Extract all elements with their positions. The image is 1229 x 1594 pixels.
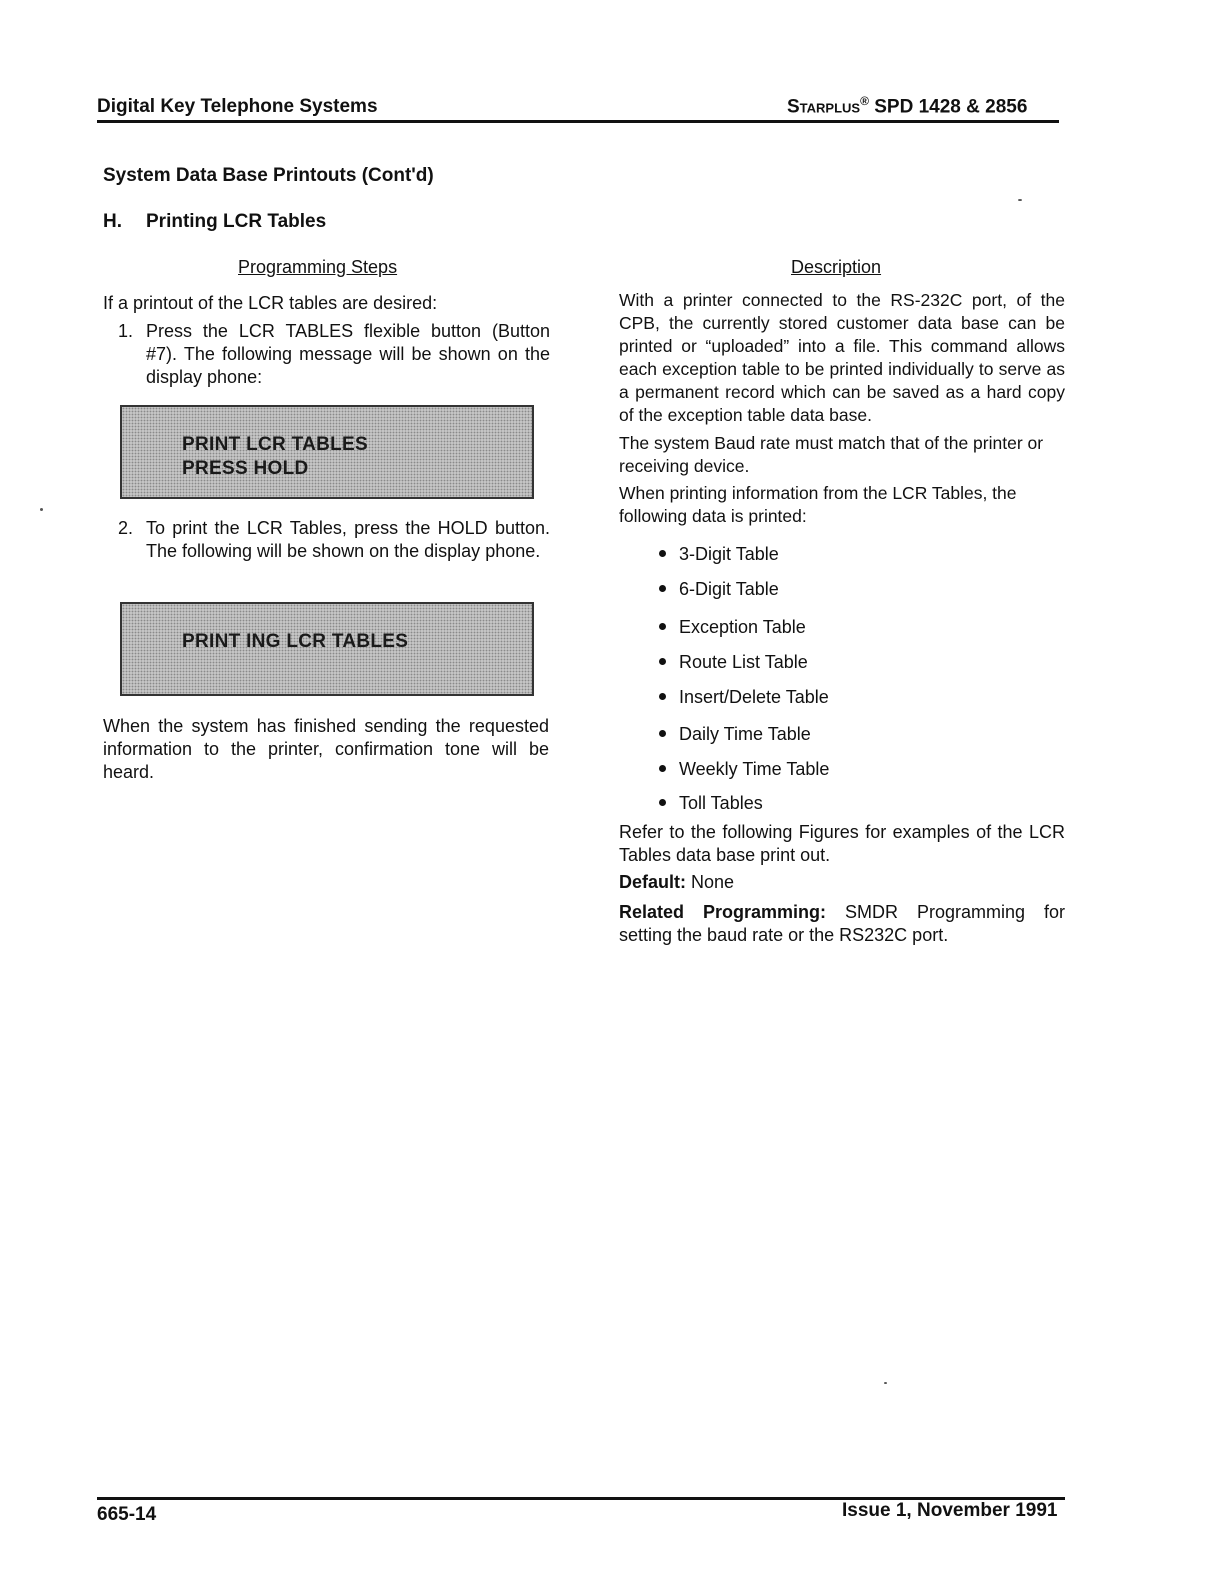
display-screen-print-prompt: [120, 405, 534, 499]
display-screen-printing: [120, 602, 534, 696]
header-title: Digital Key Telephone Systems: [97, 96, 378, 117]
scan-speck: [884, 1382, 887, 1384]
header-product: [787, 94, 1027, 118]
bullet-icon: [659, 658, 666, 665]
programming-steps-heading: Programming Steps: [238, 257, 398, 277]
bullet-icon: [659, 765, 666, 772]
scan-speck: [40, 508, 43, 511]
subsection-title: Printing LCR Tables: [146, 211, 327, 232]
page-number: 665-14: [97, 1504, 157, 1525]
list-item: Daily Time Table: [659, 724, 811, 745]
default-value: Default: None: [619, 872, 735, 892]
bullet-icon: [659, 550, 666, 557]
bullet-icon: [659, 799, 666, 806]
list-item: 3-Digit Table: [659, 544, 779, 565]
step-text: Press the LCR TABLES flexible button (Button #7). The following message will be shown on the display phone:: [146, 321, 550, 387]
subsection-letter: H.: [103, 211, 122, 232]
list-item: Route List Table: [659, 652, 808, 673]
step-number: 1.: [118, 321, 134, 341]
list-item: Weekly Time Table: [659, 759, 829, 780]
model-name: SPD 1428 & 2856: [874, 96, 1028, 118]
list-item: Toll Tables: [659, 793, 763, 814]
display-line: PRINT LCR TABLES: [182, 434, 368, 455]
bullet-icon: [659, 585, 666, 592]
related-programming: Related Programming: SMDR Programming for setting the baud rate or the RS232C port.: [619, 902, 1065, 945]
scan-speck: [1018, 199, 1022, 201]
intro-text: If a printout of the LCR tables are desired:: [103, 293, 438, 313]
display-line: PRINT ING LCR TABLES: [182, 631, 409, 652]
description-heading: Description: [791, 257, 882, 277]
header-rule: [97, 120, 1059, 123]
step-text: To print the LCR Tables, press the HOLD button. The following will be shown on the display phone.: [146, 518, 550, 561]
bullet-icon: [659, 730, 666, 737]
display-line: PRESS HOLD: [182, 458, 309, 479]
baud-rate-paragraph: The system Baud rate must match that of the printer or receiving device.: [619, 433, 1044, 476]
brand-name: Starplus: [787, 96, 861, 118]
list-item: Insert/Delete Table: [659, 687, 829, 708]
step-number: 2.: [118, 518, 134, 538]
printed-data-intro: When printing information from the LCR Tables, the following data is printed:: [619, 483, 1017, 526]
list-item: Exception Table: [659, 617, 806, 638]
bullet-icon: [659, 693, 666, 700]
closing-text: When the system has finished sending the requested information to the printer, confirmation tone will be heard.: [103, 716, 549, 782]
list-item: 6-Digit Table: [659, 579, 779, 600]
registered-mark: ®: [860, 94, 869, 108]
refer-text: Refer to the following Figures for examples of the LCR Tables data base print out.: [619, 822, 1065, 865]
section-title: System Data Base Printouts (Cont'd): [103, 165, 434, 186]
bullet-icon: [659, 623, 666, 630]
description-paragraph: With a printer connected to the RS-232C port, of the CPB, the currently stored customer data base can be printed or “uploaded” into a file. This command allows each exception table to be printed individually to serve as a permanent record which can be saved as a hard copy of the exception table data base.: [619, 290, 1065, 425]
issue-date: Issue 1, November 1991: [842, 1500, 1058, 1521]
